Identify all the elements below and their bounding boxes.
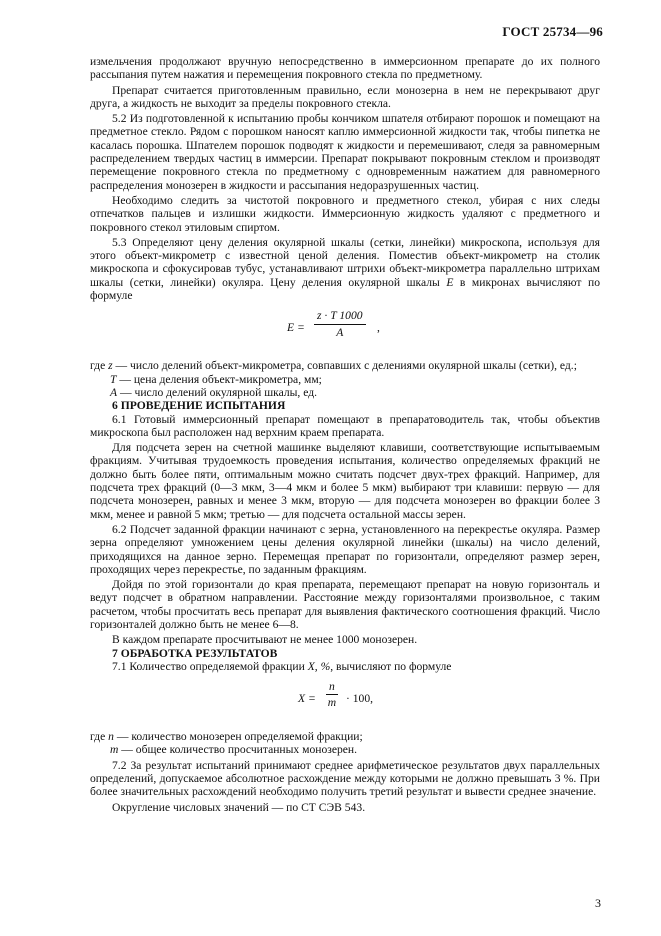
paragraph-5-3 [90,236,600,302]
formula-fraction [314,309,366,339]
formula-numerator: z · T 1000 [314,309,366,324]
formula-fraction [326,680,338,710]
where-variable: z [108,359,113,373]
where-prefix: где [90,730,109,744]
formula-lhs: X = [298,692,316,706]
paragraph: Необходимо следить за чистотой покровного и предметного стекол, убирая с них следы отпечатков пальцев и излишки жидкости. Иммерсионную жидкость удаляют с предметного и покровного стекол этиловым спиртом. [90,193,600,234]
section-7-heading: 7 ОБРАБОТКА РЕЗУЛЬТАТОВ [112,646,278,660]
paragraph: Препарат считается приготовленным правильно, если монозерна в нем не перекрывают друг друга, а жидкость не выходит за пределы покровного стекла. [90,83,600,110]
text-run: , вычисляют по формуле [330,659,452,673]
where-variable: m [110,743,119,757]
where-variable: n [108,730,114,744]
where-prefix: где [90,359,109,373]
formula-lhs: E = [287,321,305,335]
formula-denominator: m [327,696,337,710]
text-run: в микронах вычисляют по формуле [90,275,600,303]
paragraph: Дойдя по этой горизонтали до края препарата, перемещают препарат на новую горизонталь и ведут подсчет в обратном направлении. Расстояние между горизонталями произвольное, с таким расчетом, чтобы просчитать весь препарат для выявления фактического соотношения фракций. Число горизонталей должно быть не менее 6—8. [90,578,600,631]
variable-x: X, % [307,659,331,673]
where-line [90,359,600,372]
paragraph-6-2: 6.2 Подсчет заданной фракции начинают с зерна, установленного на перекрестье окуляра. Размер зерна определяют умножением цены деления окулярной линейки (шкалы) на число делений, приходящихся на данное зерно. Перемещая препарат по горизонтали, определяют размер зерен, проходящих через перекрестье, по заданным фракциям. [90,522,600,576]
where-text: — общее количество просчитанных монозерен. [118,743,358,757]
where-line [90,386,600,399]
page-number: 3 [595,896,601,910]
formula-x [90,680,600,722]
formula-numerator: n [326,680,338,695]
paragraph-7-1 [90,660,600,673]
paragraph: Для подсчета зерен на счетной машинке выделяют клавиши, соответствующие испытываемым фракциям. Учитывая трудоемкость проведения испытания, количество определяемых фракций не должно быть более пяти, оптимальным можно считать подсчет двух-трех фракций. Например, для подсчета трех фракций (0—3 мкм, 3—4 мкм и более 5 мкм) выбирают три клавиши: первую — для подсчета монозерен, равных и менее 3 мкм, вторую — для подсчета монозерен во фракции более 3 мкм, менее и равной 5 мкм; третью — для подсчета остальной массы зерен. [90,441,600,521]
where-variable: A [110,385,118,399]
where-line [90,373,600,386]
formula-e [90,309,600,351]
text-run: 7.1 Количество определяемой фракции [112,659,308,673]
where-line [90,730,600,743]
where-text: — число делений объект-микрометра, совпавших с делениями окулярной шкалы (сетки), ед.; [112,359,577,373]
where-variable: T [110,372,117,386]
formula-denominator: A [336,325,344,339]
paragraph: Округление числовых значений — по СТ СЭВ 543. [112,800,366,814]
page-content [90,55,600,814]
where-text: — количество монозерен определяемой фракции; [113,730,363,744]
standard-code-header: ГОСТ 25734—96 [502,24,603,39]
where-text: — число делений окулярной шкалы, ед. [117,385,318,399]
paragraph-5-2: 5.2 Из подготовленной к испытанию пробы кончиком шпателя отбирают порошок и помещают на предметное стекло. Рядом с порошком наносят каплю иммерсионной жидкости так, чтобы пипетка не касалась порошка. Шпателем порошок подводят к жидкости и перемешивают, следя за равномерным распределением твердых частиц в иммерсии. Препарат покрывают покровным стеклом и производят перемещение покровного стекла по предметному с одновременным нажатием для равномерного распределения монозерен в жидкости и рассыпания недоразрушенных частиц. [90,112,600,192]
section-6-heading: 6 ПРОВЕДЕНИЕ ИСПЫТАНИЯ [112,399,286,413]
formula-tail: · 100, [346,692,374,706]
paragraph-continuation: измельчения продолжают вручную непосредственно в иммерсионном препарате до их полного рассыпания путем нажатия и перемещения покровного стекла по предметному. [90,55,600,82]
variable-e: E [446,275,454,289]
text-run: 5.3 Определяют цену деления окулярной шкалы (сетки, линейки) микроскопа, используя для этого объект-микрометр с известной ценой деления. Поместив объект-микрометр на столик микроскопа и сфокусировав тубус, устанавливают штрихи объект-микрометра параллельно штрихам шкалы (сетки, линейки) окуляра. Цену деления окулярной шкалы [90,235,600,289]
formula-tail: , [377,321,380,335]
paragraph-7-2: 7.2 За результат испытаний принимают среднее арифметическое результатов двух параллельных определений, допускаемое абсолютное расхождение между которыми не должно превышать 3 %. При более значительных расхождений необходимо получить третий результат и вывести среднее значение. [90,758,600,799]
where-text: — цена деления объект-микрометра, мм; [116,372,322,386]
where-line [90,743,600,756]
paragraph-6-1: 6.1 Готовый иммерсионный препарат помещают в препаратоводитель так, чтобы объектив микроскопа был расположен над верхним краем препарата. [90,412,600,439]
paragraph: В каждом препарате просчитывают не менее 1000 монозерен. [112,633,418,647]
